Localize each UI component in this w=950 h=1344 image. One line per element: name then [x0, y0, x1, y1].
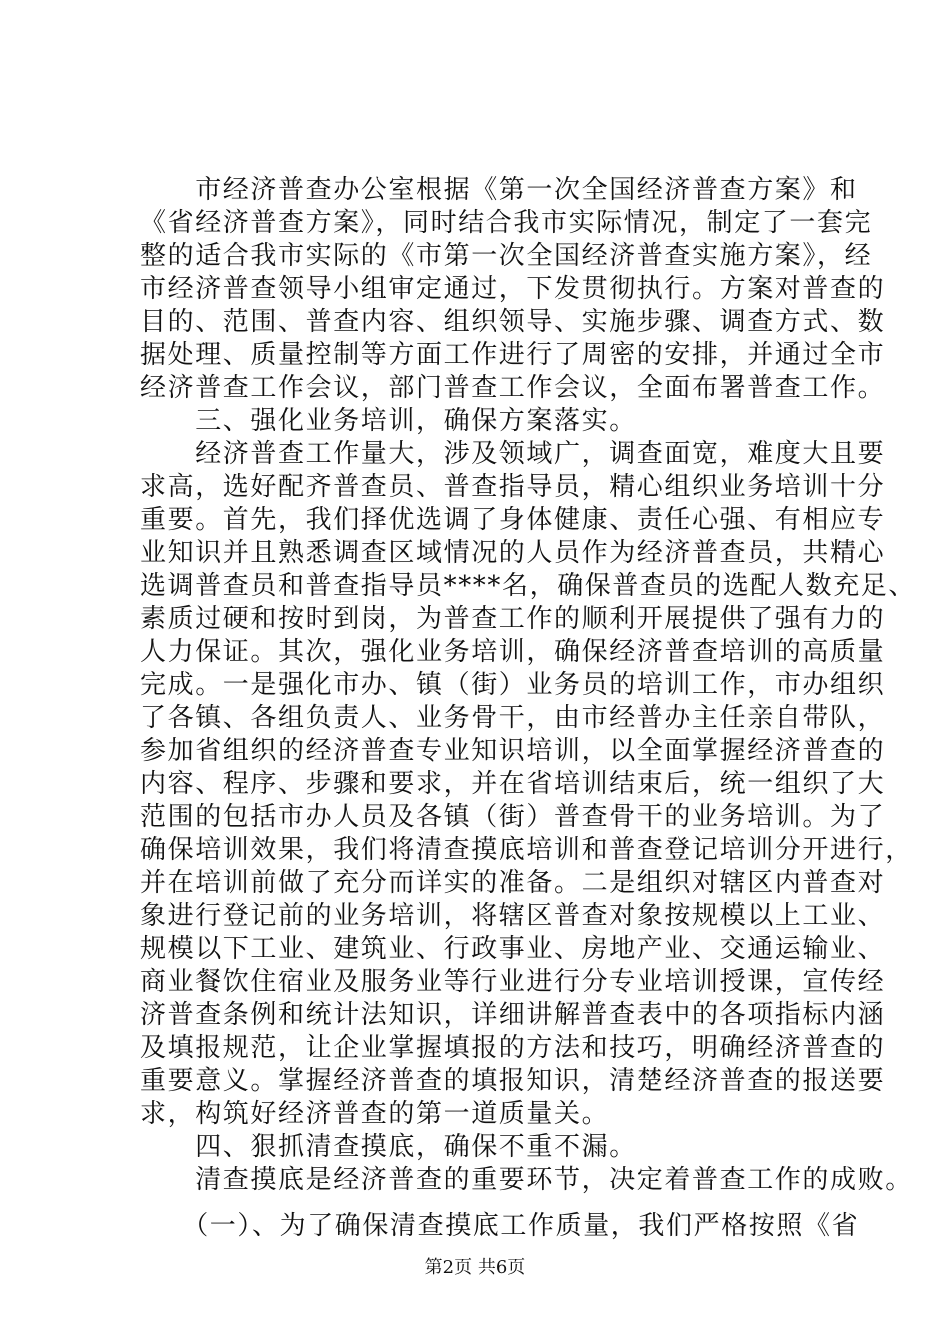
text-line-23: 象进行登记前的业务培训，将辖区普查对象按规模以上工业、 [140, 901, 886, 931]
text-line-16: 完成。一是强化市办、镇（街）业务员的培训工作，市办组织 [140, 670, 886, 700]
text-line-25: 商业餐饮住宿业及服务业等行业进行分专业培训授课，宣传经 [140, 967, 886, 997]
text-line-29: 求，构筑好经济普查的第一道质量关。 [140, 1099, 610, 1129]
text-line-21: 确保培训效果，我们将清查摸底培训和普查登记培训分开进行， [140, 835, 913, 865]
text-line-2: 《省经济普查方案》，同时结合我市实际情况，制定了一套完 [140, 208, 873, 238]
text-line-26: 济普查条例和统计法知识，详细讲解普查表中的各项指标内涵 [140, 1000, 886, 1030]
text-line-4: 市经济普查领导小组审定通过，下发贯彻执行。方案对普查的 [140, 274, 886, 304]
text-line-6: 据处理、质量控制等方面工作进行了周密的安排，并通过全市 [140, 340, 886, 370]
text-line-18: 参加省组织的经济普查专业知识培训，以全面掌握经济普查的 [140, 736, 886, 766]
page-footer: 第2页 共6页 [424, 1257, 526, 1278]
text-line-10: 求高，选好配齐普查员、普查指导员，精心组织业务培训十分 [140, 472, 886, 502]
text-line-19: 内容、程序、步骤和要求，并在省培训结束后，统一组织了大 [140, 769, 886, 799]
section-heading-3: 三、强化业务培训，确保方案落实。 [140, 406, 637, 436]
text-line-15: 人力保证。其次，强化业务培训，确保经济普查培训的高质量 [140, 637, 886, 667]
text-line-20: 范围的包括市办人员及各镇（街）普查骨干的业务培训。为了 [140, 802, 886, 832]
text-line-28: 重要意义。掌握经济普查的填报知识，清楚经济普查的报送要 [140, 1066, 886, 1096]
text-line-11: 重要。首先，我们择优选调了身体健康、责任心强、有相应专 [140, 505, 886, 535]
section-heading-4: 四、狠抓清查摸底，确保不重不漏。 [140, 1132, 637, 1162]
text-line-1: 市经济普查办公室根据《第一次全国经济普查方案》和 [140, 175, 858, 205]
text-line-14: 素质过硬和按时到岗，为普查工作的顺利开展提供了强有力的 [140, 604, 886, 634]
text-line-32: （一）、为了确保清查摸底工作质量，我们严格按照《省 [140, 1211, 860, 1241]
text-line-3: 整的适合我市实际的《市第一次全国经济普查实施方案》，经 [140, 241, 873, 271]
text-line-17: 了各镇、各组负责人、业务骨干，由市经普办主任亲自带队， [140, 703, 886, 733]
text-line-31: 清查摸底是经济普查的重要环节，决定着普查工作的成败。 [140, 1165, 913, 1195]
text-line-7: 经济普查工作会议，部门普查工作会议，全面布署普查工作。 [140, 373, 886, 403]
text-line-9: 经济普查工作量大，涉及领域广，调查面宽，难度大且要 [140, 439, 886, 469]
text-line-5: 目的、范围、普查内容、组织领导、实施步骤、调查方式、数 [140, 307, 886, 337]
text-line-24: 规模以下工业、建筑业、行政事业、房地产业、交通运输业、 [140, 934, 886, 964]
text-line-27: 及填报规范，让企业掌握填报的方法和技巧，明确经济普查的 [140, 1033, 886, 1063]
text-line-12: 业知识并且熟悉调查区域情况的人员作为经济普查员，共精心 [140, 538, 886, 568]
text-line-22: 并在培训前做了充分而详实的准备。二是组织对辖区内普查对 [140, 868, 886, 898]
text-line-13: 选调普查员和普查指导员****名，确保普查员的选配人数充足、 [140, 571, 917, 601]
